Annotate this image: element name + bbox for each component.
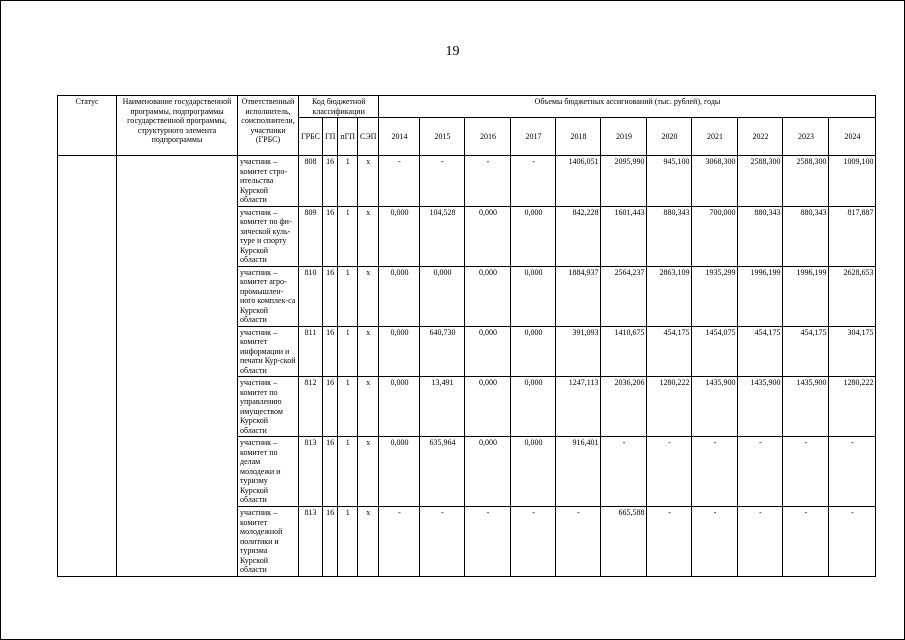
- value-cell: 0,000: [511, 377, 556, 437]
- header-year: 2024: [829, 118, 876, 156]
- value-cell: -: [783, 507, 829, 577]
- value-cell: -: [601, 437, 647, 507]
- sep-cell: х: [358, 507, 379, 577]
- value-cell: 1435,900: [783, 377, 829, 437]
- value-cell: -: [738, 437, 783, 507]
- header-pgp: пГП: [338, 118, 358, 156]
- table-body: [58, 156, 876, 577]
- value-cell: -: [647, 507, 692, 577]
- gp-cell: 16: [322, 206, 337, 266]
- value-cell: -: [829, 437, 876, 507]
- header-year: 2023: [783, 118, 829, 156]
- header-sep: СЭП: [358, 118, 379, 156]
- value-cell: 880,343: [738, 206, 783, 266]
- grbs-cell: 811: [299, 326, 323, 377]
- value-cell: 1280,222: [647, 377, 692, 437]
- executor-cell: участник – комитет по управлению имуществом Курской области: [238, 377, 299, 437]
- value-cell: 0,000: [379, 206, 420, 266]
- header-year: 2020: [647, 118, 692, 156]
- value-cell: -: [379, 156, 420, 207]
- value-cell: 304,175: [829, 326, 876, 377]
- value-cell: 1884,937: [556, 266, 601, 326]
- sep-cell: х: [358, 437, 379, 507]
- value-cell: 0,000: [511, 326, 556, 377]
- pgp-cell: 1: [338, 507, 358, 577]
- executor-cell: участник – комитет по делам молодежи и туризму Курской области: [238, 437, 299, 507]
- value-cell: -: [829, 507, 876, 577]
- sep-cell: х: [358, 206, 379, 266]
- executor-cell: участник – комитет информации и печати Кур-ской области: [238, 326, 299, 377]
- value-cell: 842,228: [556, 206, 601, 266]
- value-cell: 1406,051: [556, 156, 601, 207]
- executor-cell: участник – комитет молодежной политики и туризма Курской области: [238, 507, 299, 577]
- header-volumes: Объемы бюджетных ассигнований (тыс. рублей), годы: [379, 96, 876, 118]
- status-cell: [58, 156, 117, 577]
- value-cell: 945,100: [647, 156, 692, 207]
- value-cell: 2588,300: [783, 156, 829, 207]
- value-cell: 916,401: [556, 437, 601, 507]
- gp-cell: 16: [322, 437, 337, 507]
- value-cell: 1435,900: [692, 377, 738, 437]
- value-cell: -: [692, 437, 738, 507]
- value-cell: -: [379, 507, 420, 577]
- table-row: [58, 156, 876, 207]
- value-cell: 2863,109: [647, 266, 692, 326]
- sep-cell: х: [358, 326, 379, 377]
- value-cell: 2095,990: [601, 156, 647, 207]
- value-cell: 0,000: [379, 437, 420, 507]
- value-cell: 2628,653: [829, 266, 876, 326]
- value-cell: 104,528: [420, 206, 465, 266]
- value-cell: 1410,675: [601, 326, 647, 377]
- header-year: 2021: [692, 118, 738, 156]
- value-cell: 0,000: [465, 377, 511, 437]
- header-year: 2022: [738, 118, 783, 156]
- value-cell: 0,000: [379, 326, 420, 377]
- sep-cell: х: [358, 156, 379, 207]
- value-cell: 700,000: [692, 206, 738, 266]
- value-cell: -: [738, 507, 783, 577]
- header-budget-code: Код бюджетной классификации: [299, 96, 379, 118]
- grbs-cell: 813: [299, 507, 323, 577]
- value-cell: -: [465, 507, 511, 577]
- header-gp: ГП: [322, 118, 337, 156]
- value-cell: 0,000: [379, 266, 420, 326]
- header-year: 2018: [556, 118, 601, 156]
- pgp-cell: 1: [338, 206, 358, 266]
- value-cell: 0,000: [379, 377, 420, 437]
- value-cell: -: [420, 156, 465, 207]
- value-cell: 880,343: [783, 206, 829, 266]
- value-cell: 454,175: [647, 326, 692, 377]
- value-cell: 2036,206: [601, 377, 647, 437]
- header-year: 2019: [601, 118, 647, 156]
- executor-cell: участник – комитет по фи-зической куль-туре и спорту Курской области: [238, 206, 299, 266]
- header-year: 2017: [511, 118, 556, 156]
- value-cell: 2564,237: [601, 266, 647, 326]
- pgp-cell: 1: [338, 156, 358, 207]
- value-cell: -: [647, 437, 692, 507]
- header-year: 2015: [420, 118, 465, 156]
- pgp-cell: 1: [338, 377, 358, 437]
- gp-cell: 16: [322, 326, 337, 377]
- value-cell: 1996,199: [738, 266, 783, 326]
- sep-cell: х: [358, 377, 379, 437]
- value-cell: 640,730: [420, 326, 465, 377]
- grbs-cell: 809: [299, 206, 323, 266]
- value-cell: 1454,075: [692, 326, 738, 377]
- value-cell: -: [692, 507, 738, 577]
- value-cell: 665,588: [601, 507, 647, 577]
- value-cell: 1247,113: [556, 377, 601, 437]
- header-status: Статус: [58, 96, 117, 156]
- page-number: 19: [445, 44, 460, 59]
- header-year: 2014: [379, 118, 420, 156]
- sep-cell: х: [358, 266, 379, 326]
- header-grbs: ГРБС: [299, 118, 323, 156]
- gp-cell: 16: [322, 377, 337, 437]
- value-cell: 1280,222: [829, 377, 876, 437]
- value-cell: -: [465, 156, 511, 207]
- value-cell: 0,000: [465, 326, 511, 377]
- value-cell: 454,175: [783, 326, 829, 377]
- value-cell: 0,000: [511, 206, 556, 266]
- value-cell: 13,491: [420, 377, 465, 437]
- value-cell: 1935,299: [692, 266, 738, 326]
- value-cell: 391,093: [556, 326, 601, 377]
- value-cell: -: [511, 156, 556, 207]
- gp-cell: 16: [322, 156, 337, 207]
- budget-table: [57, 95, 876, 577]
- executor-cell: участник – комитет агро-промышлен-ного комплек-са Курской области: [238, 266, 299, 326]
- value-cell: 1435,900: [738, 377, 783, 437]
- value-cell: 0,000: [511, 266, 556, 326]
- value-cell: 0,000: [465, 206, 511, 266]
- pgp-cell: 1: [338, 326, 358, 377]
- value-cell: -: [511, 507, 556, 577]
- header-name: Наименование государственной программы, подпрограммы государственной программы, структурного элемента подпрограммы: [117, 96, 238, 156]
- value-cell: 2588,300: [738, 156, 783, 207]
- gp-cell: 16: [322, 507, 337, 577]
- value-cell: 0,000: [511, 437, 556, 507]
- value-cell: -: [420, 507, 465, 577]
- pgp-cell: 1: [338, 266, 358, 326]
- gp-cell: 16: [322, 266, 337, 326]
- value-cell: 454,175: [738, 326, 783, 377]
- value-cell: 0,000: [420, 266, 465, 326]
- value-cell: 817,887: [829, 206, 876, 266]
- value-cell: 0,000: [465, 437, 511, 507]
- value-cell: 1009,100: [829, 156, 876, 207]
- header-year: 2016: [465, 118, 511, 156]
- value-cell: 880,343: [647, 206, 692, 266]
- value-cell: 0,000: [465, 266, 511, 326]
- value-cell: 3068,300: [692, 156, 738, 207]
- value-cell: -: [556, 507, 601, 577]
- grbs-cell: 812: [299, 377, 323, 437]
- executor-cell: участник – комитет стро-ительства Курской области: [238, 156, 299, 207]
- value-cell: -: [783, 437, 829, 507]
- name-cell: [117, 156, 238, 577]
- value-cell: 1996,199: [783, 266, 829, 326]
- header-executor: Ответственный исполнитель, соисполнители, участники (ГРБС): [238, 96, 299, 156]
- value-cell: 635,964: [420, 437, 465, 507]
- grbs-cell: 810: [299, 266, 323, 326]
- grbs-cell: 808: [299, 156, 323, 207]
- grbs-cell: 813: [299, 437, 323, 507]
- value-cell: 1601,443: [601, 206, 647, 266]
- pgp-cell: 1: [338, 437, 358, 507]
